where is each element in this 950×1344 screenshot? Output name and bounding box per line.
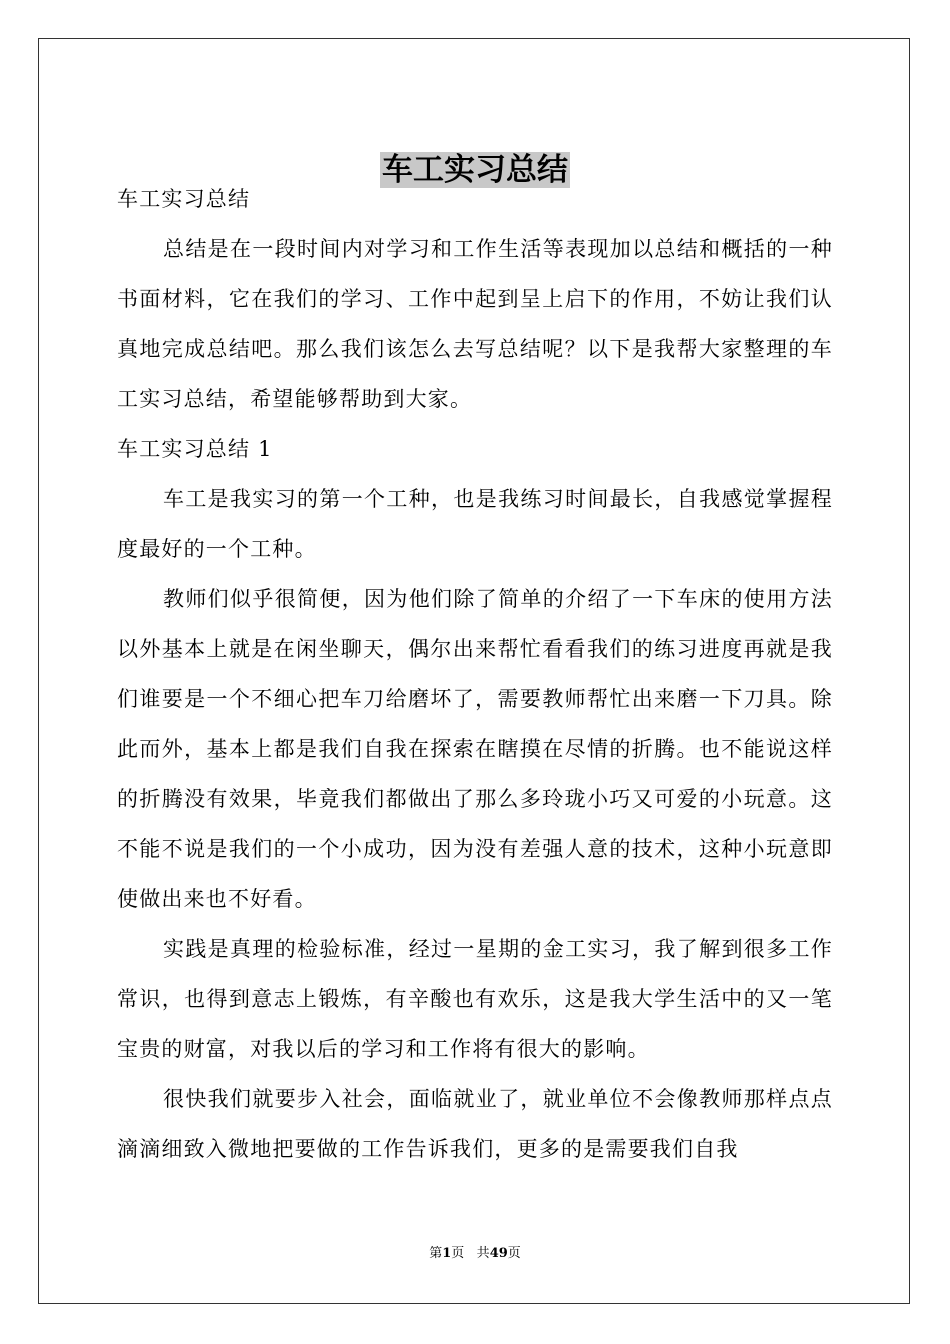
total-pages: 49 — [489, 1246, 508, 1261]
paragraph-intro: 总结是在一段时间内对学习和工作生活等表现加以总结和概括的一种书面材料，它在我们的学习、工作中起到呈上启下的作用，不妨让我们认真地完成总结吧。那么我们该怎么去写总结呢？以下是我帮大家整理的车工实习总结，希望能够帮助到大家。 — [117, 237, 833, 411]
page-number: 1 — [442, 1246, 452, 1261]
page-footer — [0, 1244, 950, 1264]
paragraph-subtitle: 车工实习总结 — [117, 187, 251, 211]
paragraph: 车工是我实习的第一个工种，也是我练习时间最长，自我感觉掌握程度最好的一个工种。 — [117, 487, 833, 561]
page-prefix: 第 — [429, 1246, 443, 1261]
paragraph: 教师们似乎很简便，因为他们除了简单的介绍了一下车床的使用方法以外基本上就是在闲坐聊天，偶尔出来帮忙看看我们的练习进度再就是我们谁要是一个不细心把车刀给磨坏了，需要教师帮忙出来磨一下刀具。除此而外，基本上都是我们自我在探索在瞎摸在尽情的折腾。也不能说这样的折腾没有效果，毕竟我们都做出了那么多玲珑小巧又可爱的小玩意。这不能不说是我们的一个小成功，因为没有差强人意的技术，这种小玩意即使做出来也不好看。 — [117, 587, 833, 911]
paragraph: 很快我们就要步入社会，面临就业了，就业单位不会像教师那样点点滴滴细致入微地把要做的工作告诉我们，更多的是需要我们自我 — [117, 1087, 833, 1161]
paragraph: 实践是真理的检验标准，经过一星期的金工实习，我了解到很多工作常识，也得到意志上锻炼，有辛酸也有欢乐，这是我大学生活中的又一笔宝贵的财富，对我以后的学习和工作将有很大的影响。 — [117, 937, 833, 1061]
page-suffix: 页 — [451, 1246, 465, 1261]
document-body — [117, 174, 833, 1174]
total-prefix: 共 — [476, 1246, 490, 1261]
document-title: 车工实习总结 — [382, 151, 568, 188]
section-heading-1: 车工实习总结 1 — [117, 437, 273, 461]
total-suffix: 页 — [507, 1246, 521, 1261]
